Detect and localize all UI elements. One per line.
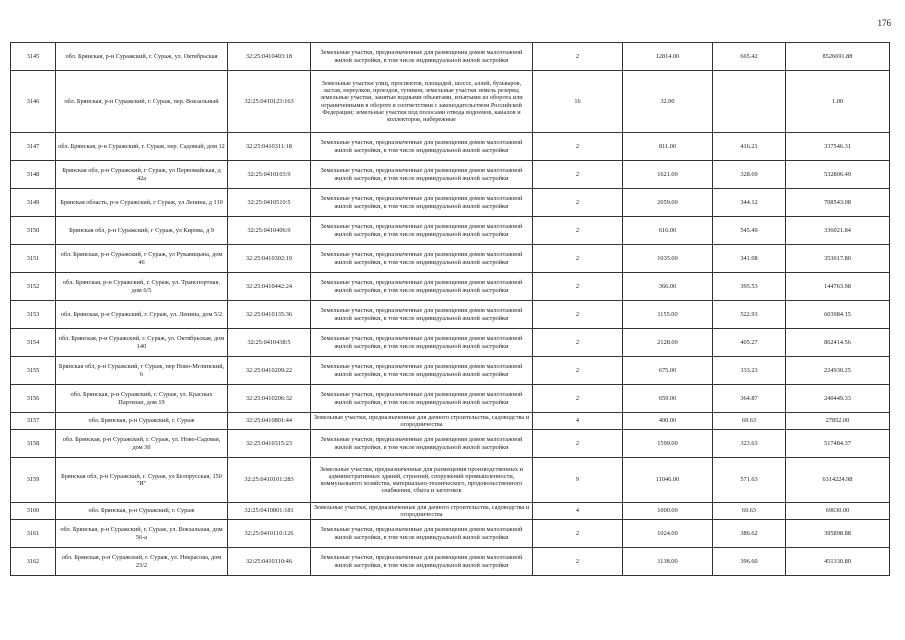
cadastral-value-cell: 27852.00	[786, 413, 890, 430]
table-row	[11, 329, 890, 357]
rate-cell: 665.42	[713, 43, 786, 71]
use-code-cell: 2	[533, 301, 623, 329]
address-cell: обл. Брянская, р-н Суражский, г. Сураж, пер. Вокзальный	[56, 71, 228, 133]
cadastral-number-cell: 32:25:0410209:22	[228, 357, 311, 385]
cadastral-number-cell: 32:25:0410302:19	[228, 245, 311, 273]
use-code-cell: 2	[533, 133, 623, 161]
use-code-cell: 2	[533, 520, 623, 548]
row-number: 3151	[11, 245, 56, 273]
cadastral-number-cell: 32:25:0410801:181	[228, 503, 311, 520]
row-number: 3156	[11, 385, 56, 413]
cadastral-value-cell: 708543.08	[786, 189, 890, 217]
row-number: 3158	[11, 430, 56, 458]
use-code-cell: 2	[533, 430, 623, 458]
cadastral-value-cell: 240449.33	[786, 385, 890, 413]
use-code-cell: 2	[533, 43, 623, 71]
cadastral-number-cell: 32:25:0410315:23	[228, 430, 311, 458]
table-row	[11, 413, 890, 430]
row-number: 3150	[11, 217, 56, 245]
rate-cell: 416.21	[713, 133, 786, 161]
area-cell: 11046.00	[623, 458, 713, 503]
rate-cell: 333.23	[713, 357, 786, 385]
cadastral-value-cell: 1.00	[786, 71, 890, 133]
land-use-cell: Земельные участки, предназначенные для размещения домов малоэтажной жилой застройки, в том числе индивидуальной жилой застройки	[311, 245, 533, 273]
row-number: 3145	[11, 43, 56, 71]
cadastral-value-cell: 451330.80	[786, 548, 890, 576]
address-cell: обл. Брянская, р-н Суражский, г. Сураж, ул. Октябрьская, дом 140	[56, 329, 228, 357]
rate-cell: 396.60	[713, 548, 786, 576]
table-row	[11, 43, 890, 71]
cadastral-number-cell: 32:25:0410101:283	[228, 458, 311, 503]
address-cell: обл. Брянская, р-н Суражский, г. Сураж	[56, 503, 228, 520]
address-cell: обл. Брянская, р-н Суражский, г. Сураж, ул. Красных Партизан, дом 19	[56, 385, 228, 413]
rate-cell: 571.63	[713, 458, 786, 503]
table-row	[11, 133, 890, 161]
row-number: 3152	[11, 273, 56, 301]
cadastral-number-cell: 32:25:0410206:32	[228, 385, 311, 413]
area-cell: 811.00	[623, 133, 713, 161]
land-use-cell: Земельные участки, предназначенные для размещения домов малоэтажной жилой застройки, в том числе индивидуальной жилой застройки	[311, 133, 533, 161]
rate-cell: 522.93	[713, 301, 786, 329]
address-cell: обл. Брянская, р-н Суражский, г. Сураж, ул. Транспортная, дом 6/5	[56, 273, 228, 301]
cadastral-value-cell: 8526691.88	[786, 43, 890, 71]
rate-cell: 545.49	[713, 217, 786, 245]
area-cell: 675.00	[623, 357, 713, 385]
address-cell: Брянская обл, р-н Суражский, г Сураж, ул Кирова, д 9	[56, 217, 228, 245]
address-cell: обл. Брянская, р-н Суражский, г. Сураж, ул. Некрасова, дом 23/2	[56, 548, 228, 576]
use-code-cell: 2	[533, 385, 623, 413]
area-cell: 32.00	[623, 71, 713, 133]
cadastral-number-cell: 32:25:0410103:9	[228, 161, 311, 189]
land-use-cell: Земельные участки, предназначенные для размещения домов малоэтажной жилой застройки, в том числе индивидуальной жилой застройки	[311, 273, 533, 301]
area-cell: 12814.00	[623, 43, 713, 71]
area-cell: 2128.00	[623, 329, 713, 357]
cadastral-number-cell: 32:25:0410110:46	[228, 548, 311, 576]
cadastral-number-cell: 32:25:0410135:36	[228, 301, 311, 329]
land-use-cell: Земельные участки, предназначенные для размещения домов малоэтажной жилой застройки, в том числе индивидуальной жилой застройки	[311, 217, 533, 245]
land-use-cell: Земельные участки, предназначенные для размещения домов малоэтажной жилой застройки, в том числе индивидуальной жилой застройки	[311, 189, 533, 217]
rate-cell: 344.12	[713, 189, 786, 217]
table-row	[11, 245, 890, 273]
cadastral-number-cell: 32:25:0410442:24	[228, 273, 311, 301]
rate-cell: 364.87	[713, 385, 786, 413]
table-row	[11, 217, 890, 245]
row-number: 3154	[11, 329, 56, 357]
rate-cell: 69.63	[713, 503, 786, 520]
address-cell: обл. Брянская, р-н Суражский, г Сураж, ул Рукавицына, дом 46	[56, 245, 228, 273]
cadastral-number-cell: 32:25:0410123:163	[228, 71, 311, 133]
rate-cell: 405.27	[713, 329, 786, 357]
land-use-cell: Земельные участки, предназначенные для размещения домов малоэтажной жилой застройки, в том числе индивидуальной жилой застройки	[311, 548, 533, 576]
cadastral-value-cell: 395898.88	[786, 520, 890, 548]
land-registry-table	[10, 42, 890, 576]
cadastral-number-cell: 32:25:0410801:44	[228, 413, 311, 430]
use-code-cell: 9	[533, 458, 623, 503]
area-cell: 1599.00	[623, 430, 713, 458]
row-number: 3162	[11, 548, 56, 576]
land-use-cell: Земельные участки, предназначенные для размещения домов малоэтажной жилой застройки, в том числе индивидуальной жилой застройки	[311, 43, 533, 71]
table-row	[11, 458, 890, 503]
address-cell: обл. Брянская, р-н Суражский, г. Сураж, ул. Ленина, дом 5/2	[56, 301, 228, 329]
area-cell: 659.00	[623, 385, 713, 413]
row-number: 3160	[11, 503, 56, 520]
land-use-cell: Земельные участки, предназначенные для размещения домов малоэтажной жилой застройки, в том числе индивидуальной жилой застройки	[311, 161, 533, 189]
land-use-cell: Земельные участки, предназначенные для размещения домов малоэтажной жилой застройки, в том числе индивидуальной жилой застройки	[311, 385, 533, 413]
use-code-cell: 2	[533, 189, 623, 217]
area-cell: 616.00	[623, 217, 713, 245]
use-code-cell: 2	[533, 273, 623, 301]
use-code-cell: 2	[533, 245, 623, 273]
row-number: 3157	[11, 413, 56, 430]
table-row	[11, 548, 890, 576]
cadastral-value-cell: 862414.56	[786, 329, 890, 357]
use-code-cell: 2	[533, 357, 623, 385]
land-use-cell: Земельные участки, предназначенные для размещения домов малоэтажной жилой застройки, в том числе индивидуальной жилой застройки	[311, 301, 533, 329]
land-use-cell: Земельные участки, предназначенные для дачного строительства, садоводства и огородничества	[311, 413, 533, 430]
address-cell: обл. Брянская, р-н Суражский, г. Сураж, ул. Ново-Садовая, дом 30	[56, 430, 228, 458]
row-number: 3149	[11, 189, 56, 217]
page-number: 176	[877, 18, 891, 28]
cadastral-value-cell: 353017.80	[786, 245, 890, 273]
use-code-cell: 2	[533, 548, 623, 576]
cadastral-value-cell: 337546.31	[786, 133, 890, 161]
cadastral-value-cell: 336021.84	[786, 217, 890, 245]
land-use-cell: Земельные участки улиц, проспектов, площадей, шоссе, аллей, бульваров, застав, переулков, проездов, тупиков; земельные участки земель резерва; земельные участки, занятые водными объектами, изъятыми из оборота или ограниченными в обороте в соответствии с законодательством Российской Федерации; земельные участки под полосами отвода водоемов, каналов и коллекторов, набережные	[311, 71, 533, 133]
table-row	[11, 503, 890, 520]
table-row	[11, 357, 890, 385]
table-row	[11, 273, 890, 301]
row-number: 3155	[11, 357, 56, 385]
land-registry-body	[11, 43, 890, 576]
table-row	[11, 301, 890, 329]
cadastral-value-cell: 532806.49	[786, 161, 890, 189]
rate-cell: 386.62	[713, 520, 786, 548]
address-cell: Брянская обл, р-н Суражский, г Сураж, пер Ново-Мглинский, 6	[56, 357, 228, 385]
cadastral-number-cell: 32:25:0410403:18	[228, 43, 311, 71]
use-code-cell: 2	[533, 329, 623, 357]
rate-cell: 395.53	[713, 273, 786, 301]
cadastral-value-cell: 144763.98	[786, 273, 890, 301]
row-number: 3153	[11, 301, 56, 329]
cadastral-value-cell: 603984.15	[786, 301, 890, 329]
address-cell: обл. Брянская, р-н Суражский, г. Сураж, ул. Октябрьская	[56, 43, 228, 71]
use-code-cell: 4	[533, 413, 623, 430]
table-row	[11, 520, 890, 548]
area-cell: 1035.00	[623, 245, 713, 273]
row-number: 3147	[11, 133, 56, 161]
table-row	[11, 71, 890, 133]
cadastral-value-cell: 6314224.98	[786, 458, 890, 503]
area-cell: 1621.00	[623, 161, 713, 189]
cadastral-value-cell: 224930.25	[786, 357, 890, 385]
table-row	[11, 161, 890, 189]
rate-cell: 328.69	[713, 161, 786, 189]
cadastral-number-cell: 32:25:0410510:5	[228, 189, 311, 217]
use-code-cell: 2	[533, 161, 623, 189]
area-cell: 2059.00	[623, 189, 713, 217]
row-number: 3146	[11, 71, 56, 133]
address-cell: Брянская обл, р-н Суражский, г. Сураж, ул Белорусская, 150 "И"	[56, 458, 228, 503]
cadastral-number-cell: 32:25:0410406:9	[228, 217, 311, 245]
land-use-cell: Земельные участки, предназначенные для размещения домов малоэтажной жилой застройки, в том числе индивидуальной жилой застройки	[311, 520, 533, 548]
table-row	[11, 385, 890, 413]
address-cell: обл. Брянская, р-н Суражский, г. Сураж	[56, 413, 228, 430]
area-cell: 1155.00	[623, 301, 713, 329]
land-use-cell: Земельные участки, предназначенные для размещения домов малоэтажной жилой застройки, в том числе индивидуальной жилой застройки	[311, 329, 533, 357]
land-use-cell: Земельные участки, предназначенные для размещения производственных и административных зданий, строений, сооружений промышленности, коммунального хозяйства, материально-технического, продовольственного снабжения, сбыта и заготовок	[311, 458, 533, 503]
table-row	[11, 430, 890, 458]
rate-cell: 323.63	[713, 430, 786, 458]
area-cell: 400.00	[623, 413, 713, 430]
row-number: 3148	[11, 161, 56, 189]
rate-cell: 69.63	[713, 413, 786, 430]
use-code-cell: 4	[533, 503, 623, 520]
address-cell: Брянская обл, р-н Суражский, г Сураж, ул Первомайская, д 42а	[56, 161, 228, 189]
area-cell: 1024.00	[623, 520, 713, 548]
area-cell: 366.00	[623, 273, 713, 301]
cadastral-number-cell: 32:25:0410311:18	[228, 133, 311, 161]
cadastral-number-cell: 32:25:0410438:5	[228, 329, 311, 357]
rate-cell	[713, 71, 786, 133]
address-cell: Брянская область, р-н Суражский, г Сураж, ул Ленина, д 110	[56, 189, 228, 217]
cadastral-value-cell: 517484.37	[786, 430, 890, 458]
use-code-cell: 2	[533, 217, 623, 245]
address-cell: обл. Брянская, р-н Суражский, г. Сураж, пер. Садовый, дом 12	[56, 133, 228, 161]
land-use-cell: Земельные участки, предназначенные для размещения домов малоэтажной жилой застройки, в том числе индивидуальной жилой застройки	[311, 430, 533, 458]
table-row	[11, 189, 890, 217]
area-cell: 1000.00	[623, 503, 713, 520]
land-use-cell: Земельные участки, предназначенные для дачного строительства, садоводства и огородничества	[311, 503, 533, 520]
rate-cell: 341.08	[713, 245, 786, 273]
area-cell: 1138.00	[623, 548, 713, 576]
row-number: 3159	[11, 458, 56, 503]
use-code-cell: 16	[533, 71, 623, 133]
row-number: 3161	[11, 520, 56, 548]
address-cell: обл. Брянская, р-н Суражский, г. Сураж, ул. Вокзальная, дом 56-а	[56, 520, 228, 548]
land-use-cell: Земельные участки, предназначенные для размещения домов малоэтажной жилой застройки, в том числе индивидуальной жилой застройки	[311, 357, 533, 385]
cadastral-number-cell: 32:25:0410110:126	[228, 520, 311, 548]
cadastral-value-cell: 69630.00	[786, 503, 890, 520]
